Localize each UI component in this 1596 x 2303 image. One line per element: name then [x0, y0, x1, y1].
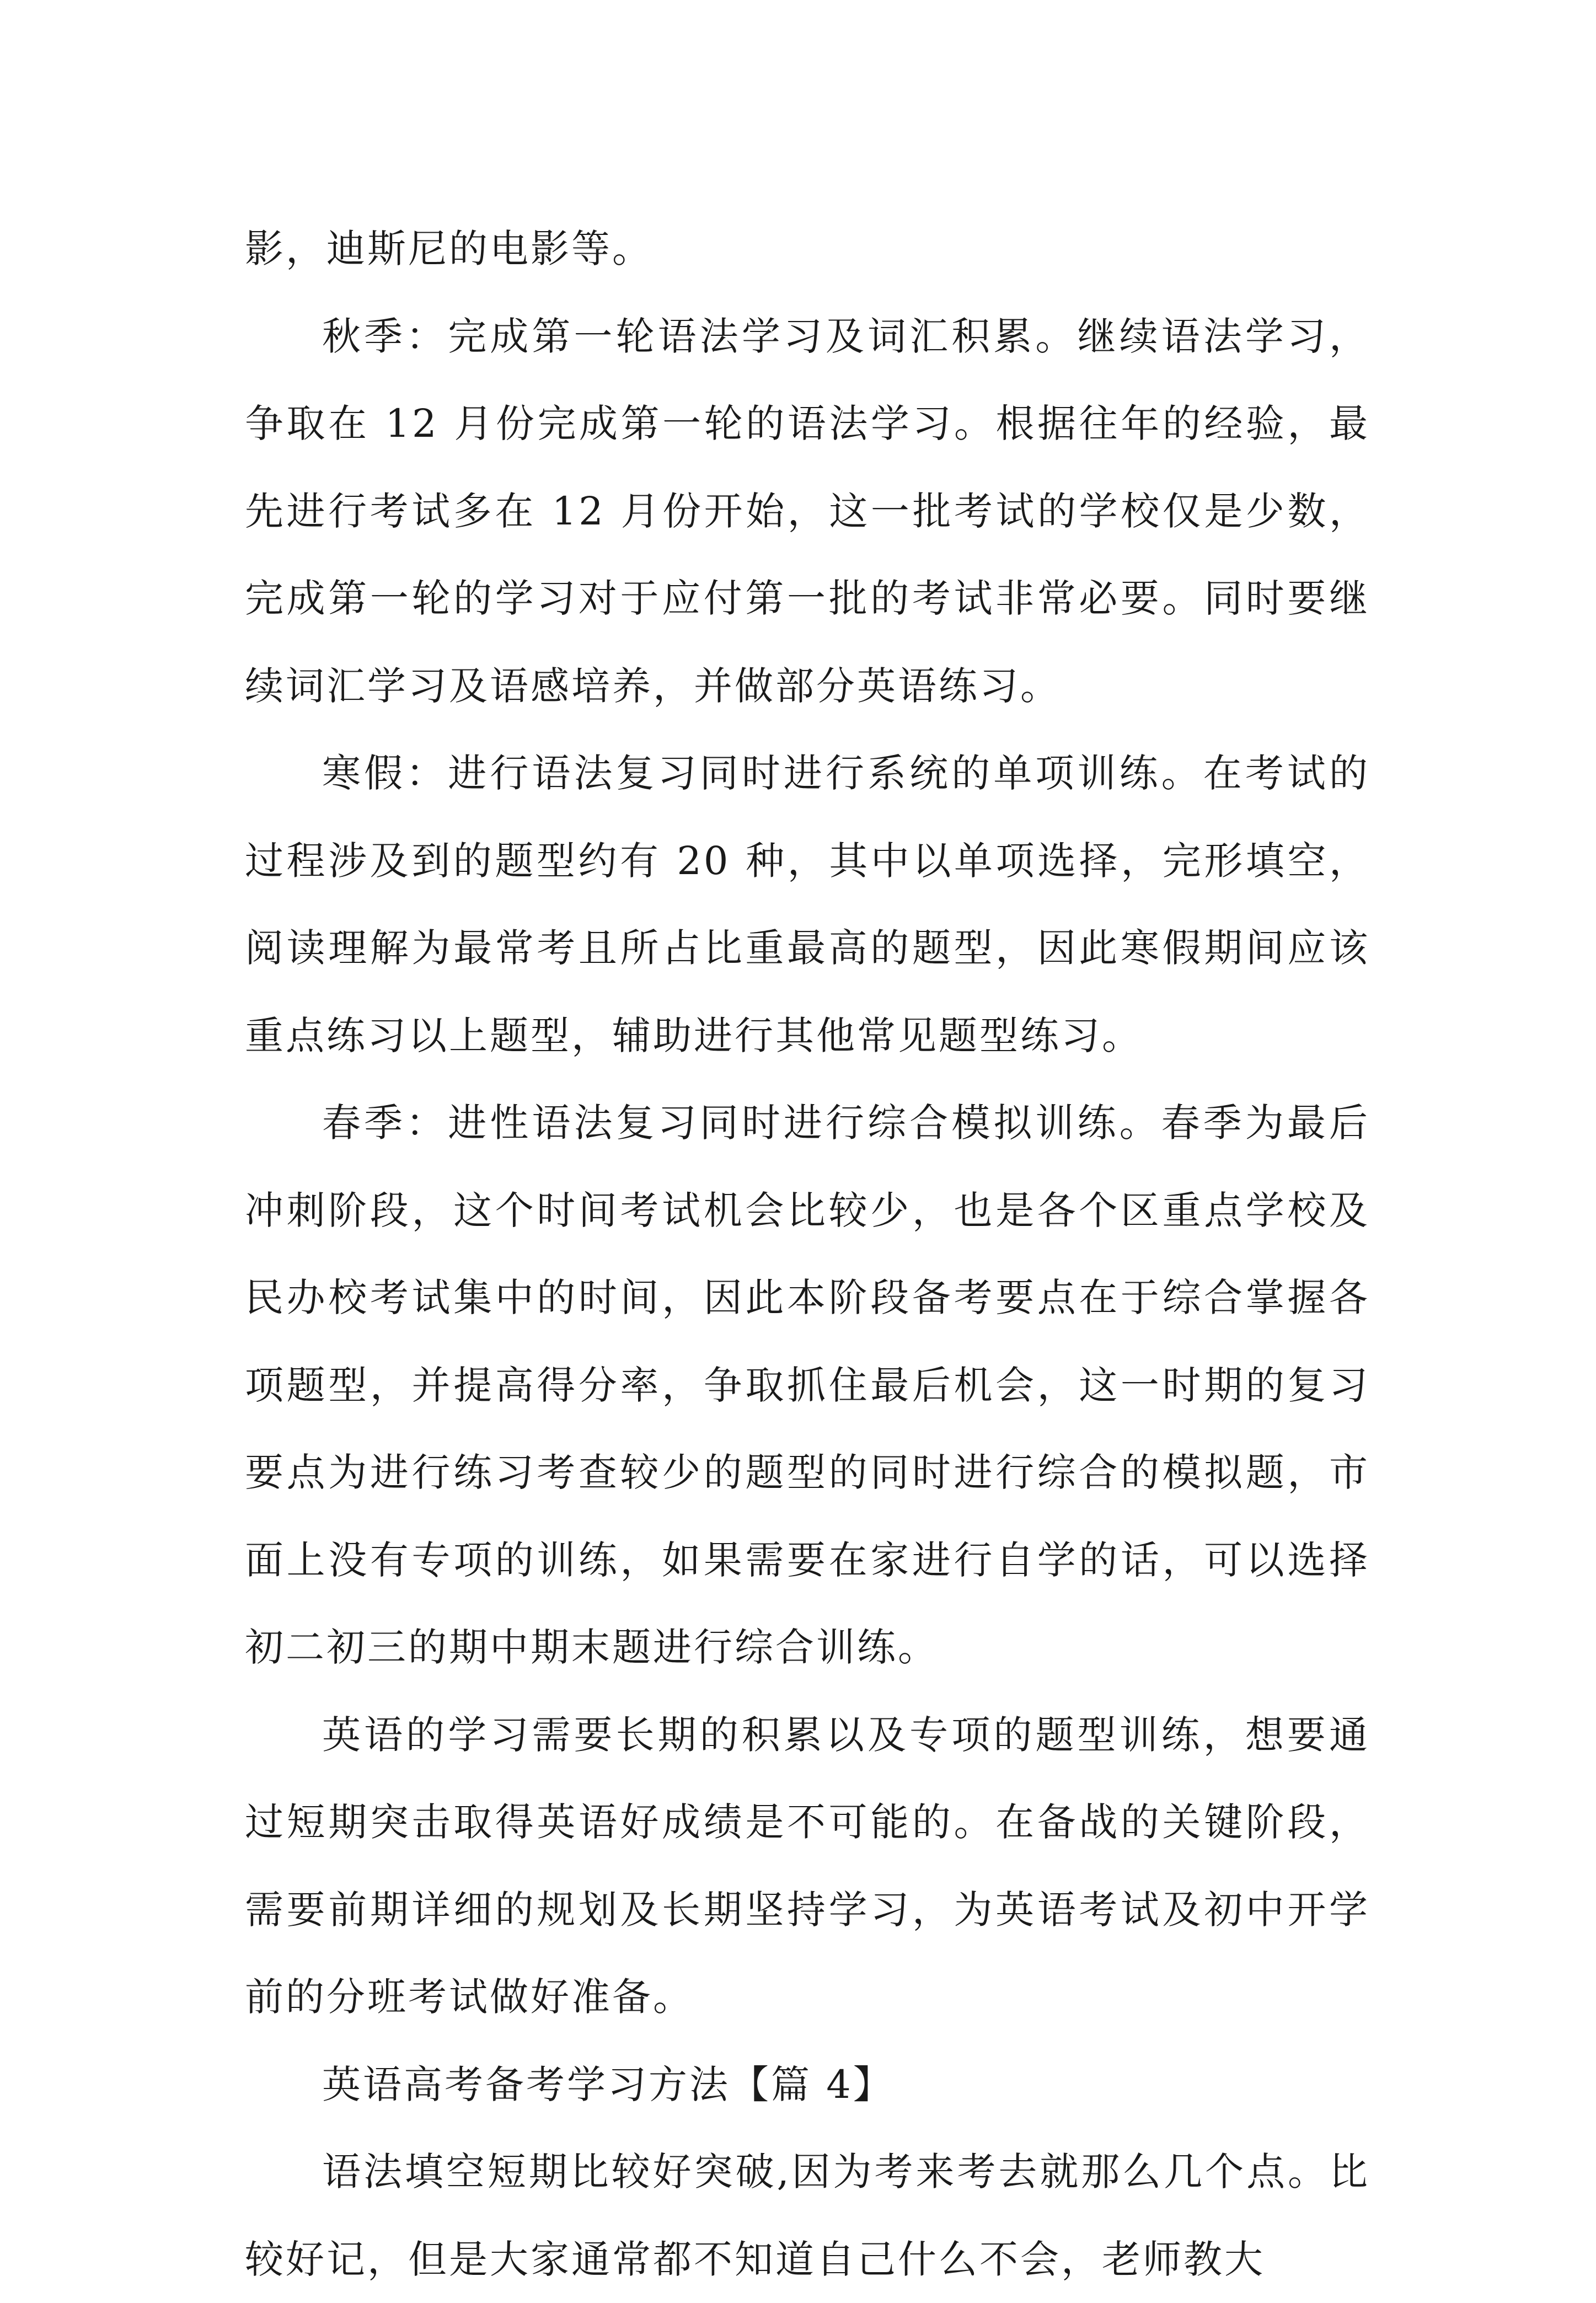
paragraph-grammar-fill: 语法填空短期比较好突破,因为考来考去就那么几个点。比较好记，但是大家通常都不知道自己什么不会，老师教大 — [245, 2149, 1370, 2282]
paragraph-winter-break: 寒假：进行语法复习同时进行系统的单项训练。在考试的过程涉及到的题型约有 20 种，其中以单项选择，完形填空，阅读理解为最常考且所占比重最高的题型，因此寒假期间应该重点练习以上题型，辅助进行其他常见题型练习。 — [245, 751, 1370, 1058]
paragraph-continuation: 影，迪斯尼的电影等。 — [245, 226, 653, 271]
section-heading: 英语高考备考学习方法【篇 4】 — [322, 2061, 894, 2107]
paragraph-summary: 英语的学习需要长期的积累以及专项的题型训练，想要通过短期突击取得英语好成绩是不可能的。在备战的关键阶段，需要前期详细的规划及长期坚持学习，为英语考试及初中开学前的分班考试做好准备。 — [245, 1712, 1370, 2020]
document-body — [245, 205, 1370, 2303]
paragraph-autumn: 秋季：完成第一轮语法学习及词汇积累。继续语法学习，争取在 12 月份完成第一轮的语法学习。根据往年的经验，最先进行考试多在 12 月份开始，这一批考试的学校仅是少数，完成第一轮的学习对于应付第一批的考试非常必要。同时要继续词汇学习及语感培养，并做部分英语练习。 — [245, 313, 1370, 709]
paragraph-spring: 春季：进性语法复习同时进行综合模拟训练。春季为最后冲刺阶段，这个时间考试机会比较少，也是各个区重点学校及民办校考试集中的时间，因此本阶段备考要点在于综合掌握各项题型，并提高得分率，争取抓住最后机会，这一时期的复习要点为进行练习考查较少的题型的同时进行综合的模拟题，市面上没有专项的训练，如果需要在家进行自学的话，可以选择初二初三的期中期末题进行综合训练。 — [245, 1100, 1370, 1670]
